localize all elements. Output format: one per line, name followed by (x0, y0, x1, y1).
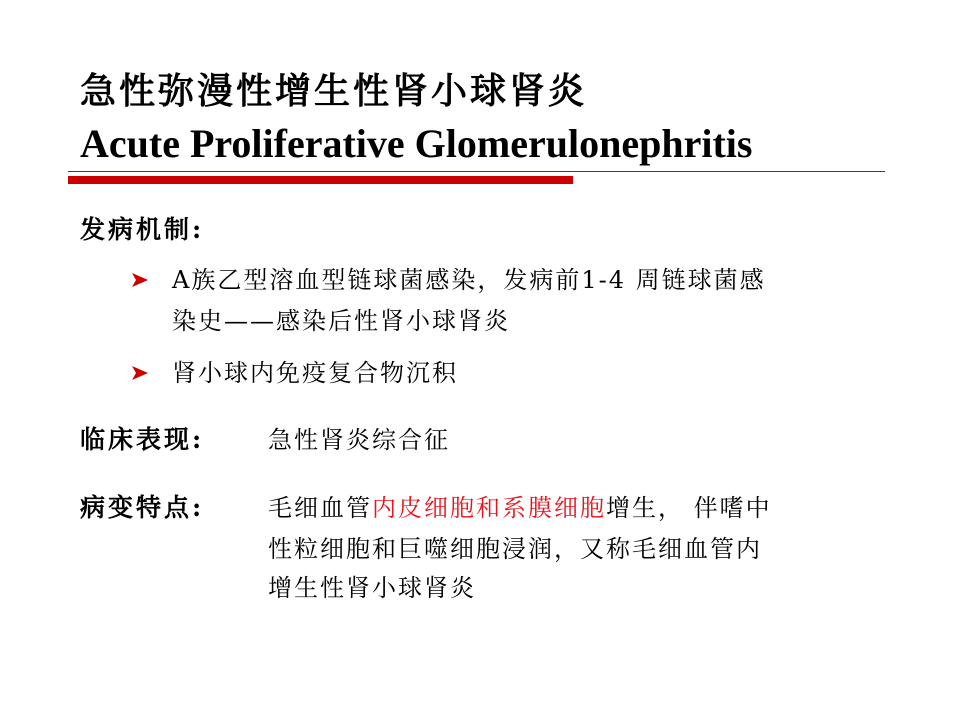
title-divider-thin (68, 171, 885, 172)
pathology-highlight: 内皮细胞和系膜细胞 (372, 494, 606, 522)
pathology-line-1-post: 增生， 伴嗜中 (606, 494, 772, 522)
pathology-line-1-pre: 毛细血管 (268, 494, 372, 522)
slide-title-chinese: 急性弥漫性增生性肾小球肾炎 (80, 70, 588, 112)
pathogenesis-item-2: 肾小球内免疫复合物沉积 (172, 359, 458, 387)
title-divider-thick (68, 176, 573, 184)
pathogenesis-item-1-line-2: 染史——感染后性肾小球肾炎 (172, 307, 510, 335)
clinical-heading: 临床表现: (80, 425, 205, 454)
red-arrow-bullet-icon (130, 270, 150, 290)
pathology-line-1 (268, 488, 772, 528)
pathogenesis-heading: 发病机制: (80, 215, 205, 244)
red-arrow-bullet-icon (130, 363, 150, 383)
pathology-line-3: 增生性肾小球肾炎 (268, 574, 476, 602)
pathogenesis-item-1-line-1: A族乙型溶血型链球菌感染，发病前1-4 周链球菌感 (172, 266, 766, 294)
slide-title-english: Acute Proliferative Glomerulonephritis (80, 121, 753, 166)
pathology-heading: 病变特点: (80, 493, 205, 522)
pathology-line-2: 性粒细胞和巨噬细胞浸润，又称毛细血管内 (268, 535, 762, 563)
clinical-text: 急性肾炎综合征 (268, 426, 450, 454)
